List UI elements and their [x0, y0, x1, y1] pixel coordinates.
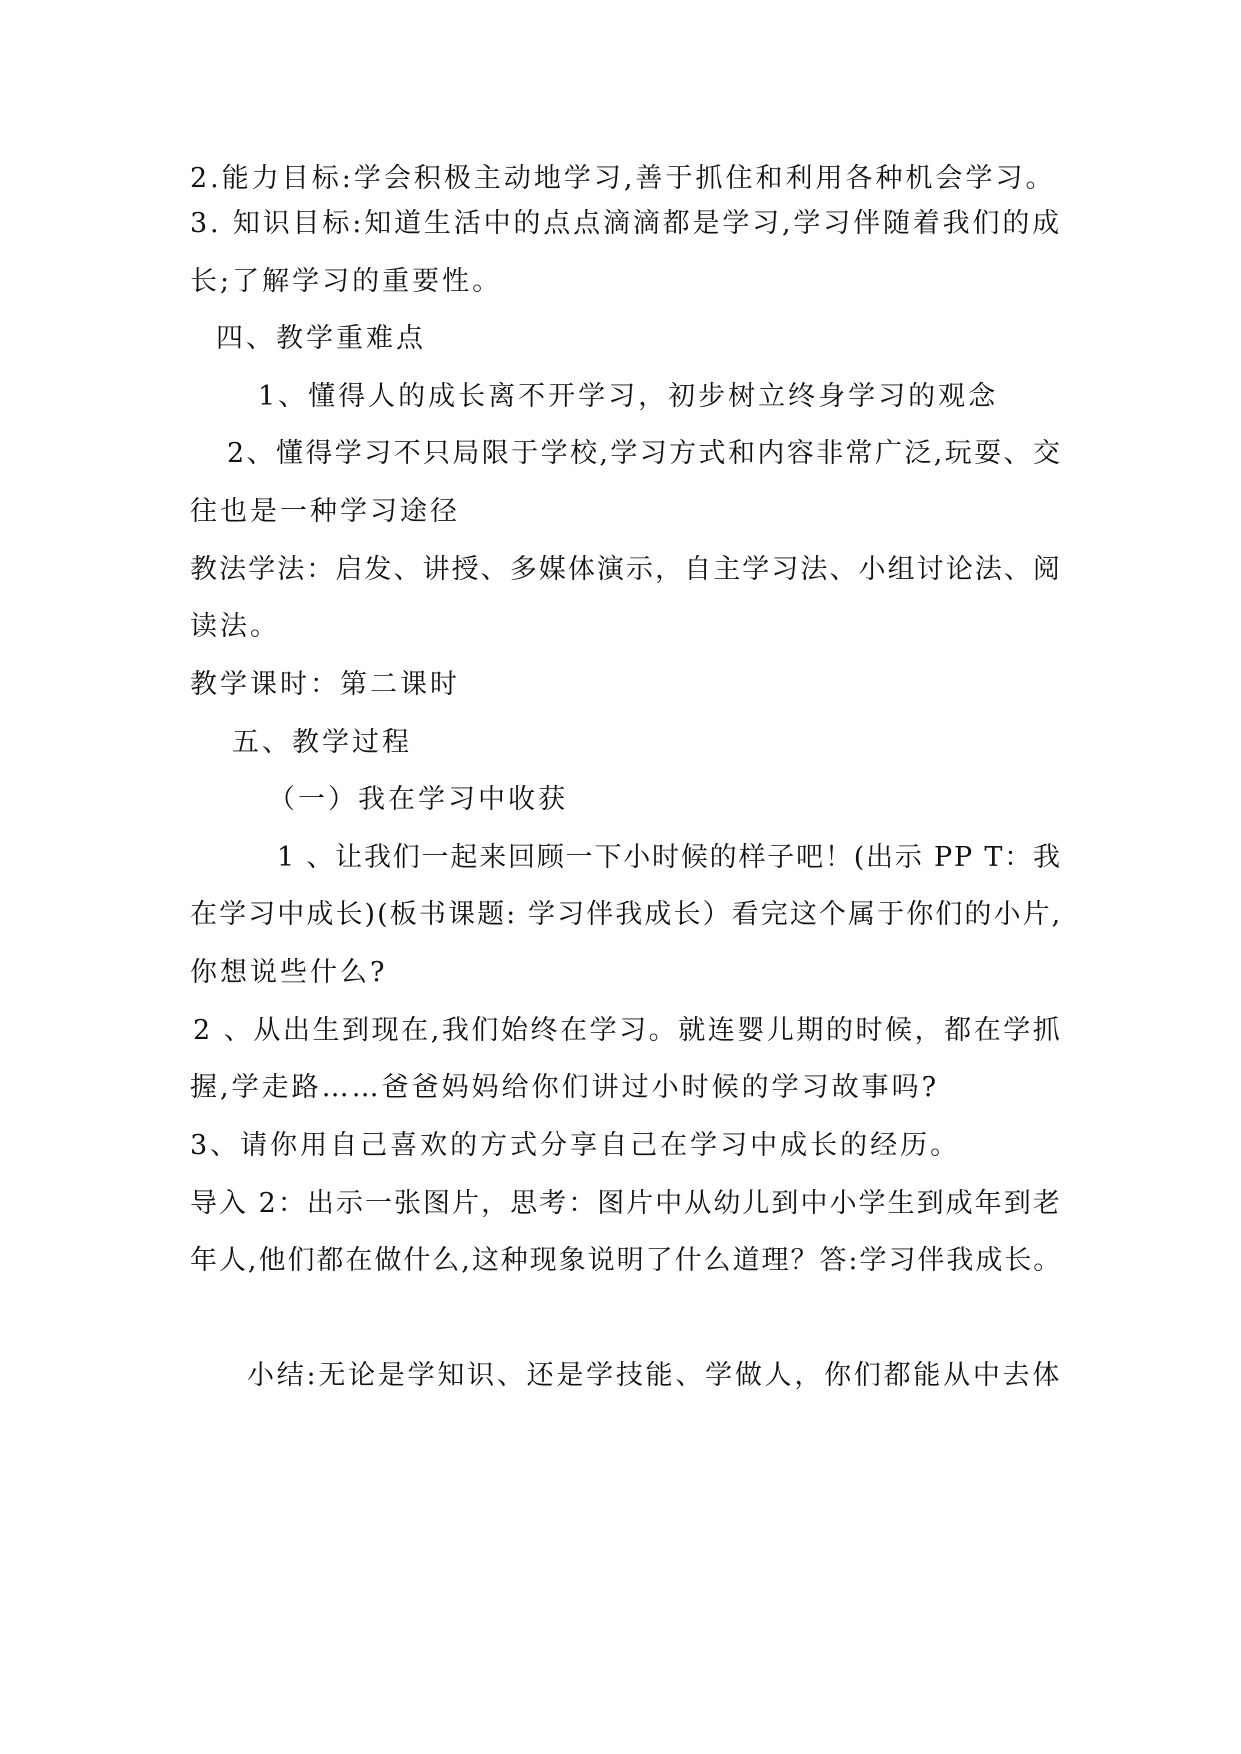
- section-heading-teaching-process: 五、教学过程: [232, 727, 412, 758]
- text-line-teaching-methods: 教法学法：启发、讲授、多媒体演示，自主学习法、小组讨论法、阅: [190, 554, 1062, 585]
- text-line-teaching-methods-cont: 读法。: [190, 611, 280, 642]
- text-line-knowledge-goal: 3. 知识目标:知道生活中的点点滴滴都是学习,学习伴随着我们的成: [190, 208, 1063, 239]
- text-line-step-2: 2 、从出生到现在,我们始终在学习。就连婴儿期的时候，都在学抓: [193, 1015, 1063, 1046]
- text-line-key-point-1: 1、懂得人的成长离不开学习，初步树立终身学习的观念: [258, 381, 999, 412]
- section-heading-key-points: 四、教学重难点: [216, 323, 426, 354]
- text-line-step-1-cont: 在学习中成长)(板书课题: 学习伴我成长）看完这个属于你们的小片,: [190, 899, 1063, 930]
- text-line-intro-2: 导入 2：出示一张图片，思考：图片中从幼儿到中小学生到成年到老: [190, 1188, 1062, 1219]
- text-line-class-hours: 教学课时：第二课时: [190, 669, 460, 700]
- text-line-step-1: 1 、让我们一起来回顾一下小时候的样子吧！(出示 PP T：我: [277, 842, 1062, 873]
- text-line-intro-2-cont: 年人,他们都在做什么,这种现象说明了什么道理？答:学习伴我成长。: [190, 1245, 1063, 1276]
- text-line-summary: 小结:无论是学知识、还是学技能、学做人，你们都能从中去体: [247, 1360, 1063, 1391]
- text-line-step-2-cont: 握,学走路……爸爸妈妈给你们讲过小时候的学习故事吗?: [190, 1072, 940, 1103]
- text-line-ability-goal: 2.能力目标:学会积极主动地学习,善于抓住和利用各种机会学习。: [190, 163, 1056, 194]
- text-line-key-point-2-cont: 往也是一种学习途径: [190, 496, 460, 527]
- text-line-step-3: 3、请你用自己喜欢的方式分享自己在学习中成长的经历。: [190, 1130, 961, 1161]
- text-line-key-point-2: 2、懂得学习不只局限于学校,学习方式和内容非常广泛,玩耍、交: [227, 438, 1063, 469]
- subsection-heading-gain: （一）我在学习中收获: [268, 784, 568, 815]
- text-line-step-1-cont-2: 你想说些什么?: [190, 957, 388, 988]
- text-line-knowledge-goal-cont: 长;了解学习的重要性。: [190, 266, 503, 297]
